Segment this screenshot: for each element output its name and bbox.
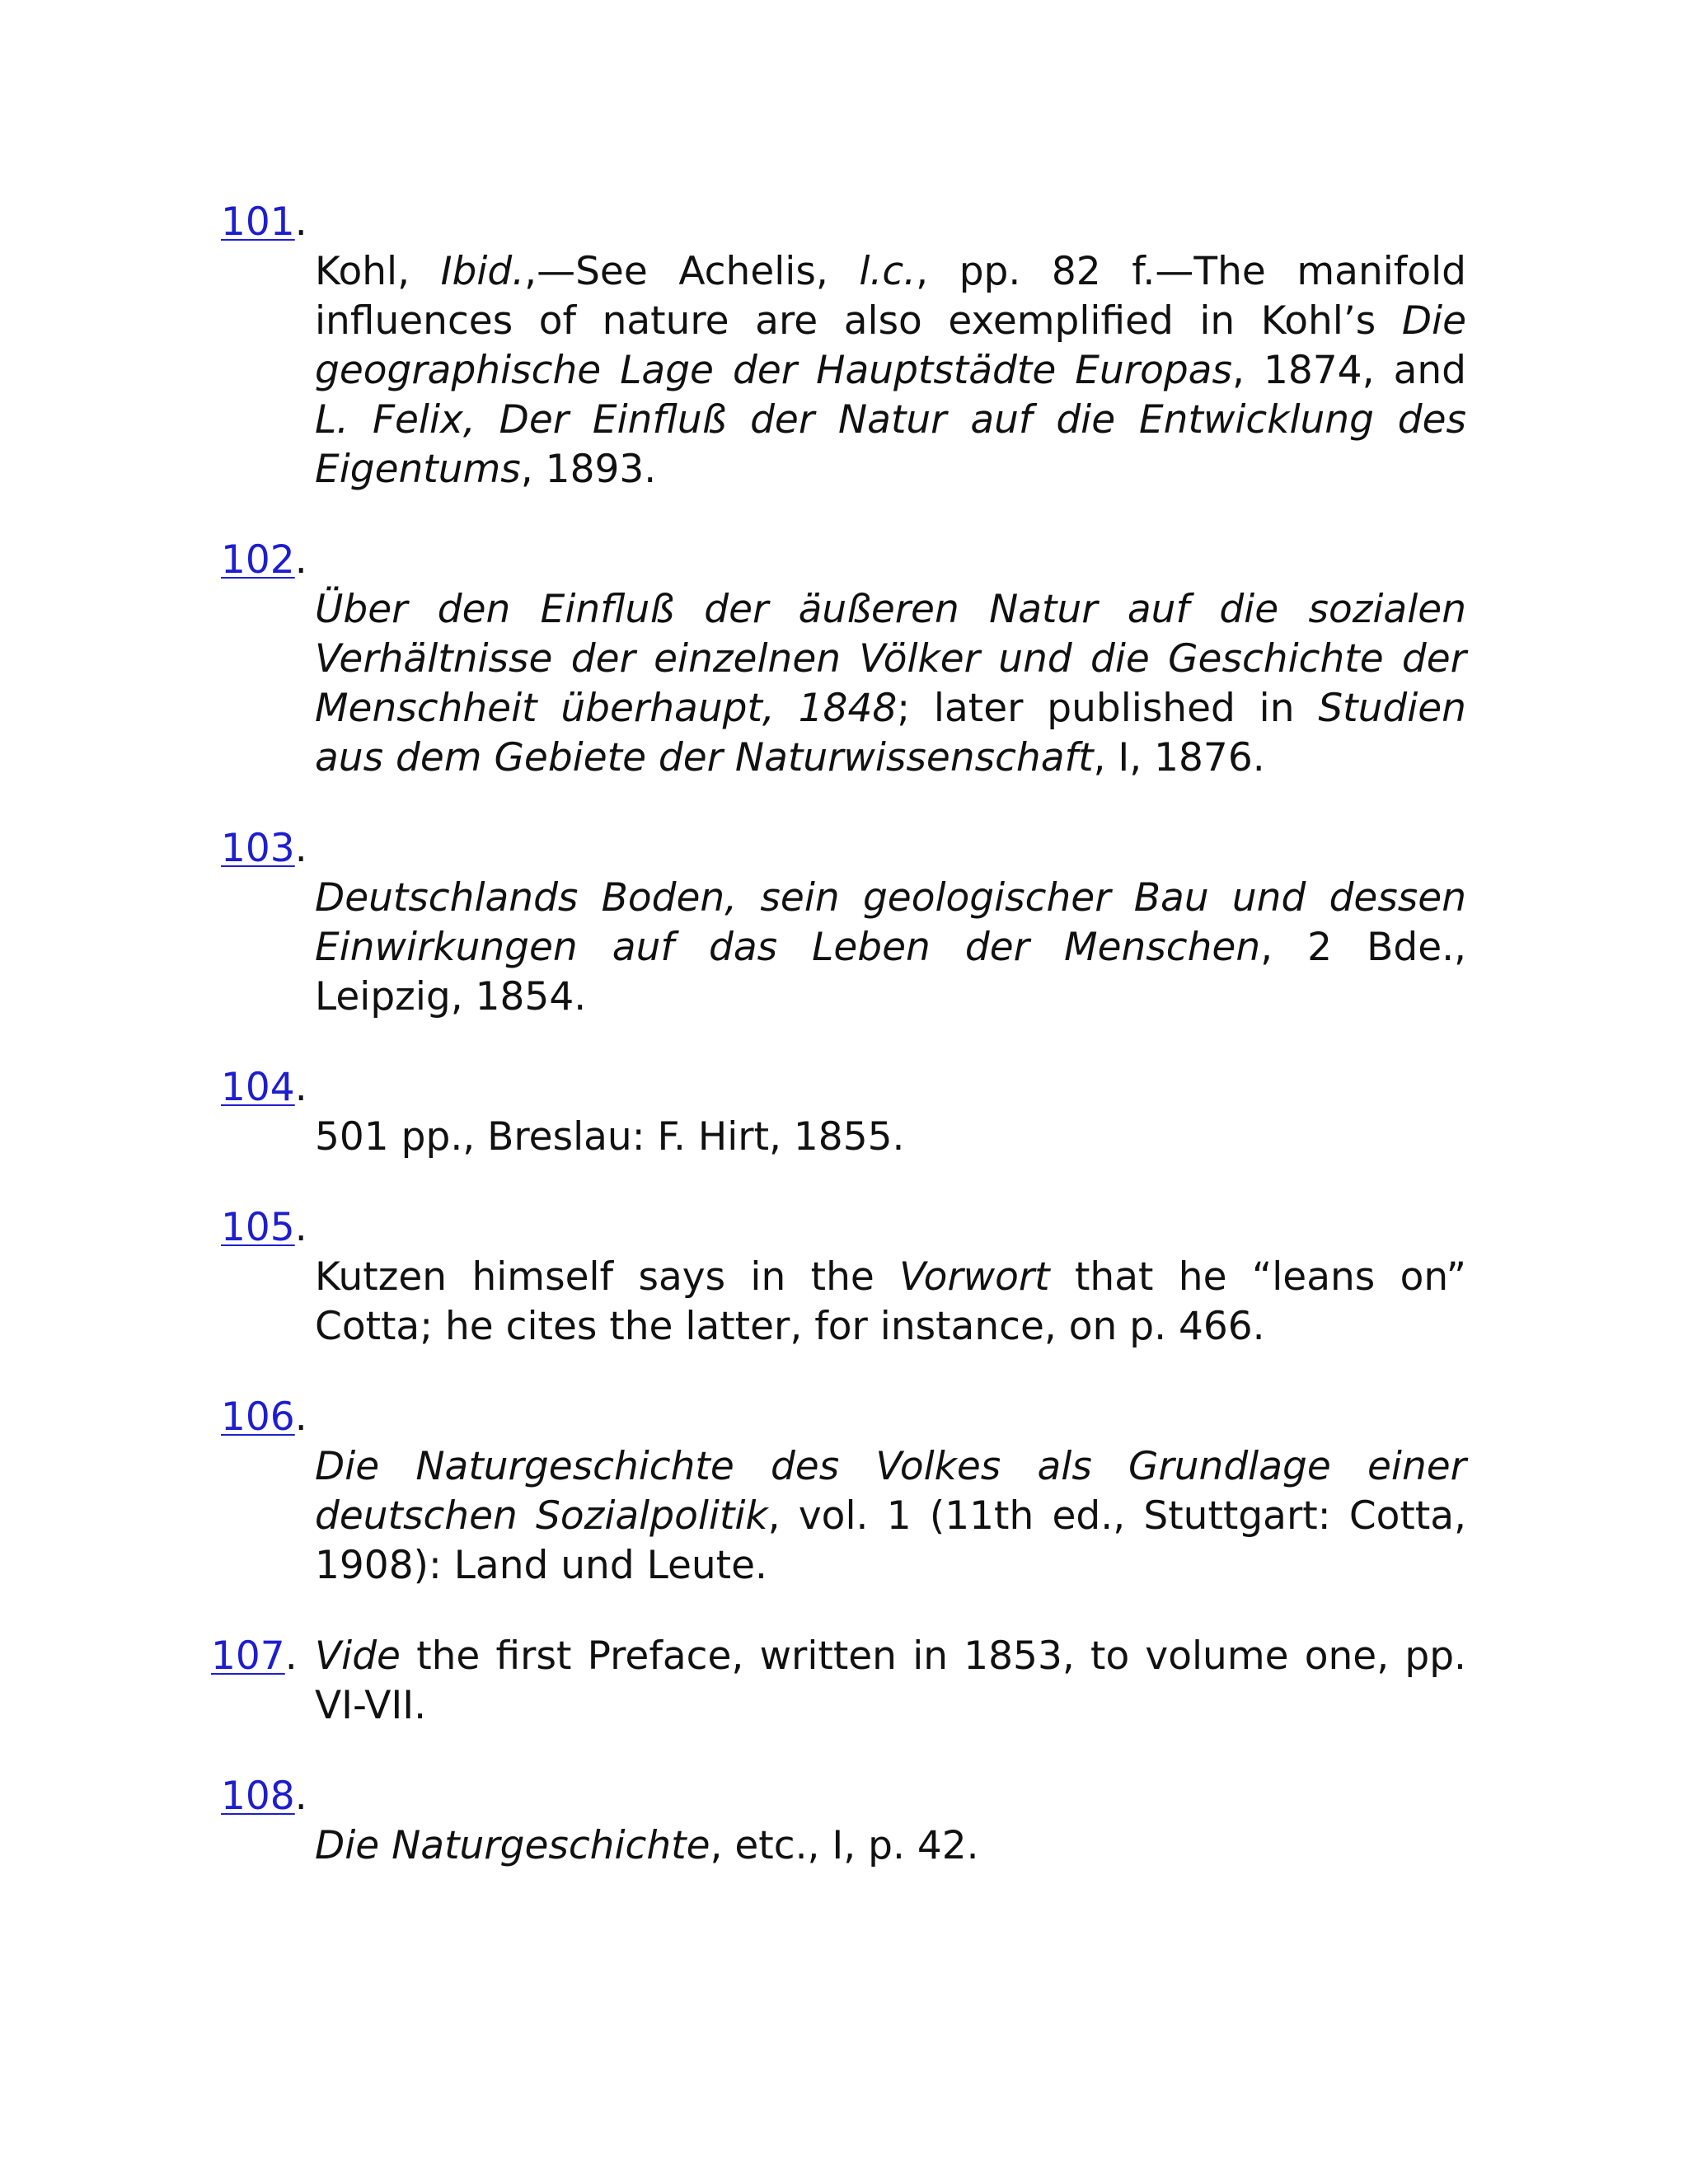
footnote-text: Kohl, Ibid.,—See Achelis, l.c., pp. 82 f.—The manifold influences of nature are also exemplified in Kohl’s Die geographische Lage der Hauptstädte Europas, 1874, and L. Felix, Der Einfluß der Natur auf die Entwicklung des Eigentums, 1893. — [315, 249, 1466, 492]
footnote-106 — [0, 1393, 1688, 1591]
footnote-103 — [0, 824, 1688, 1022]
footnote-link-107[interactable]: 107 — [211, 1633, 285, 1679]
footnote-text: Deutschlands Boden, sein geologischer Bau und dessen Einwirkungen auf das Leben der Menschen, 2 Bde., Leipzig, 1854. — [315, 875, 1466, 1019]
footnote-link-108[interactable]: 108 — [221, 1774, 295, 1819]
footnote-text: 501 pp., Breslau: F. Hirt, 1855. — [315, 1114, 905, 1160]
footnote-number: 102. — [221, 537, 307, 583]
footnote-link-102[interactable]: 102 — [221, 537, 295, 583]
footnote-number: 104. — [221, 1065, 307, 1110]
footnote-text: Die Naturgeschichte des Volkes als Grundlage einer deutschen Sozialpolitik, vol. 1 (11th ed., Stuttgart: Cotta, 1908): Land und Leute. — [315, 1444, 1466, 1588]
footnote-number: 103. — [221, 826, 307, 871]
footnote-text: Vide the first Preface, written in 1853, to volume one, pp. VI-VII. — [315, 1633, 1466, 1728]
footnote-text: Über den Einfluß der äußeren Natur auf die sozialen Verhältnisse der einzelnen Völker und die Geschichte der Menschheit überhaupt, 1848; later published in Studien aus dem Gebiete der Naturwissenschaft, I, 1876. — [315, 587, 1466, 780]
footnote-104 — [0, 1063, 1688, 1162]
footnote-number: 107. — [211, 1633, 298, 1679]
footnote-101 — [0, 198, 1688, 494]
footnote-number: 108. — [221, 1774, 307, 1819]
footnote-107 — [0, 1632, 1688, 1731]
footnote-number: 106. — [221, 1394, 307, 1440]
footnote-text: Die Naturgeschichte, etc., I, p. 42. — [315, 1823, 979, 1868]
footnote-link-101[interactable]: 101 — [221, 199, 295, 245]
footnote-link-105[interactable]: 105 — [221, 1205, 295, 1250]
footnote-108 — [0, 1772, 1688, 1871]
footnote-number: 101. — [221, 199, 307, 245]
footnote-105 — [0, 1203, 1688, 1352]
footnote-102 — [0, 536, 1688, 783]
footnote-list — [0, 198, 1688, 1912]
footnote-number: 105. — [221, 1205, 307, 1250]
footnote-text: Kutzen himself says in the Vorwort that he “leans on” Cotta; he cites the latter, for instance, on p. 466. — [315, 1254, 1466, 1349]
footnote-link-104[interactable]: 104 — [221, 1065, 295, 1110]
footnote-link-106[interactable]: 106 — [221, 1394, 295, 1440]
footnote-link-103[interactable]: 103 — [221, 826, 295, 871]
